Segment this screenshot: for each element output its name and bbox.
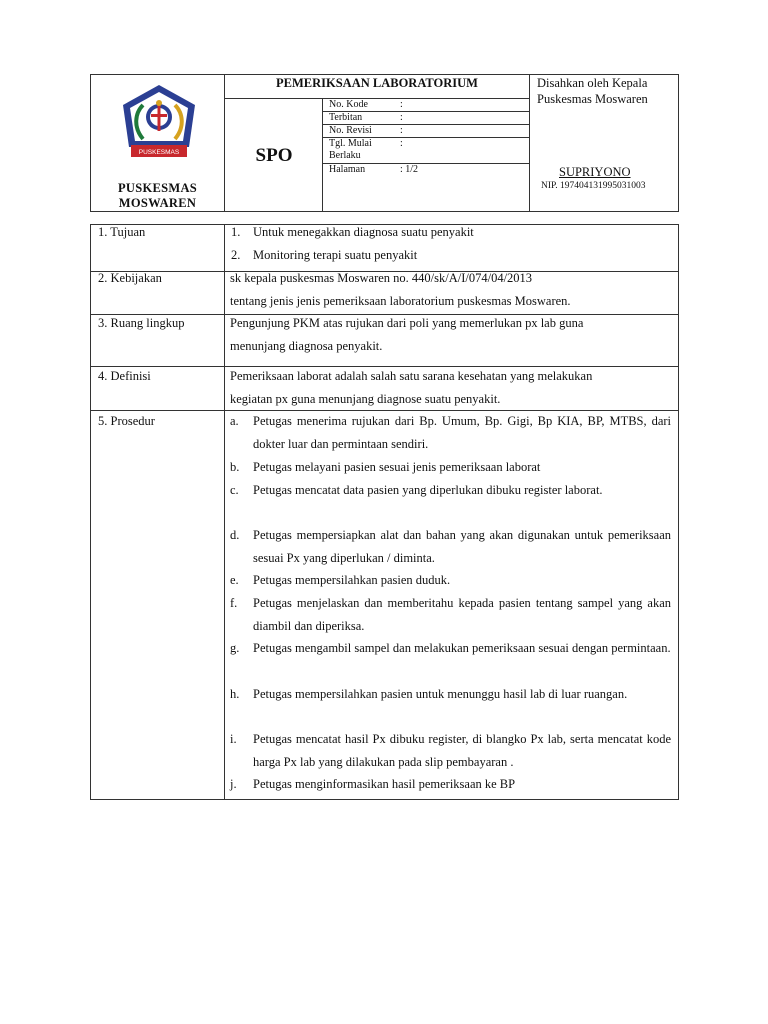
org-line-2: MOSWAREN xyxy=(118,196,197,210)
section-label-ruang-lingkup: 3. Ruang lingkup xyxy=(98,316,185,330)
scope-line: Pengunjung PKM atas rujukan dari poli yang memerlukan px lab guna xyxy=(230,316,584,330)
info-label: Terbitan xyxy=(329,112,363,123)
procedure-table xyxy=(90,224,679,800)
info-label: Halaman xyxy=(329,164,366,175)
step-text: Petugas menerima rujukan dari Bp. Umum, Bp. Gigi, Bp KIA, BP, MTBS, dari dokter luar dan permintaan sendiri. xyxy=(253,414,671,451)
step-text: Petugas mengambil sampel dan melakukan pemeriksaan sesuai dengan permintaan. xyxy=(253,641,671,655)
step-text: Petugas menjelaskan dan memberitahu kepada pasien tentang sampel yang akan diambil dan diperiksa. xyxy=(253,596,671,633)
document-type: SPO xyxy=(255,145,293,166)
org-line-1: PUSKESMAS xyxy=(117,181,198,195)
scope-line: menunjang diagnosa penyakit. xyxy=(230,339,383,353)
divider xyxy=(224,225,225,799)
step-text: Petugas mempersilahkan pasien untuk menunggu hasil lab di luar ruangan. xyxy=(253,687,628,701)
info-value: : xyxy=(400,99,403,110)
logo-banner-text: PUSKESMAS xyxy=(138,149,180,156)
step-text: Petugas mempersilahkan pasien duduk. xyxy=(253,573,451,587)
step-marker: a. xyxy=(230,414,239,428)
procedure-step xyxy=(230,569,671,592)
document-title: PEMERIKSAAN LABORATORIUM xyxy=(276,76,478,90)
section-label-prosedur: 5. Prosedur xyxy=(98,414,155,428)
definition-line: kegiatan px guna menunjang diagnose suatu penyakit. xyxy=(230,392,501,406)
step-marker: c. xyxy=(230,483,239,497)
procedure-step xyxy=(230,524,671,570)
info-label: Tgl. Mulai xyxy=(329,138,372,149)
section-label-tujuan: 1. Tujuan xyxy=(98,225,146,239)
info-value: : xyxy=(400,112,403,123)
step-marker: i. xyxy=(230,732,237,746)
step-marker: h. xyxy=(230,687,240,701)
step-text: Petugas mempersiapkan alat dan bahan yang akan digunakan untuk pemeriksaan sesuai Px yang diperlukan / diminta. xyxy=(253,528,671,565)
approval-line-1: Disahkan oleh Kepala xyxy=(537,76,648,90)
info-label: Berlaku xyxy=(329,150,361,161)
info-value: : xyxy=(400,125,403,136)
policy-line: tentang jenis jenis pemeriksaan laboratorium puskesmas Moswaren. xyxy=(230,294,571,308)
approval-line-2: Puskesmas Moswaren xyxy=(537,92,648,106)
list-item: Monitoring terapi suatu penyakit xyxy=(253,248,418,262)
step-marker: j. xyxy=(230,777,237,791)
info-value: : xyxy=(400,138,403,149)
header-table xyxy=(90,74,679,212)
list-marker: 2. xyxy=(231,248,241,262)
procedure-step xyxy=(230,410,671,456)
step-marker: d. xyxy=(230,528,240,542)
policy-line: sk kepala puskesmas Moswaren no. 440/sk/A/I/074/04/2013 xyxy=(230,271,533,285)
procedure-step xyxy=(230,728,671,774)
step-text: Petugas menginformasikan hasil pemeriksaan ke BP xyxy=(253,777,516,791)
procedure-step xyxy=(230,592,671,638)
procedure-step xyxy=(230,479,671,502)
list-item: Untuk menegakkan diagnosa suatu penyakit xyxy=(253,225,474,239)
info-value: : 1/2 xyxy=(400,164,419,175)
section-label-kebijakan: 2. Kebijakan xyxy=(98,271,162,285)
divider xyxy=(224,75,225,211)
definition-line: Pemeriksaan laborat adalah salah satu sarana kesehatan yang melakukan xyxy=(230,369,593,383)
approval-text xyxy=(537,75,677,107)
section-label-definisi: 4. Definisi xyxy=(98,369,151,383)
step-marker: g. xyxy=(230,641,240,655)
puskesmas-logo-icon xyxy=(119,83,199,167)
procedure-step xyxy=(230,683,671,706)
organization-name xyxy=(91,181,224,211)
procedure-step xyxy=(230,456,671,479)
signer-nip: NIP. 197404131995031003 xyxy=(541,181,646,191)
step-text: Petugas mencatat hasil Px dibuku register, di blangko Px lab, serta mencatat kode harga Px lab yang dilakukan pada slip pembayaran . xyxy=(253,732,671,769)
step-marker: e. xyxy=(230,573,239,587)
step-marker: b. xyxy=(230,460,240,474)
step-text: Petugas melayani pasien sesuai jenis pemeriksaan laborat xyxy=(253,460,541,474)
info-label: No. Kode xyxy=(329,99,368,110)
list-marker: 1. xyxy=(231,225,241,239)
divider xyxy=(224,98,529,99)
info-label: No. Revisi xyxy=(329,125,372,136)
signer-name: SUPRIYONO xyxy=(559,165,631,179)
step-marker: f. xyxy=(230,596,238,610)
procedure-step xyxy=(230,637,671,660)
step-text: Petugas mencatat data pasien yang diperlukan dibuku register laborat. xyxy=(253,483,603,497)
procedure-step xyxy=(230,773,671,796)
divider xyxy=(529,75,530,211)
